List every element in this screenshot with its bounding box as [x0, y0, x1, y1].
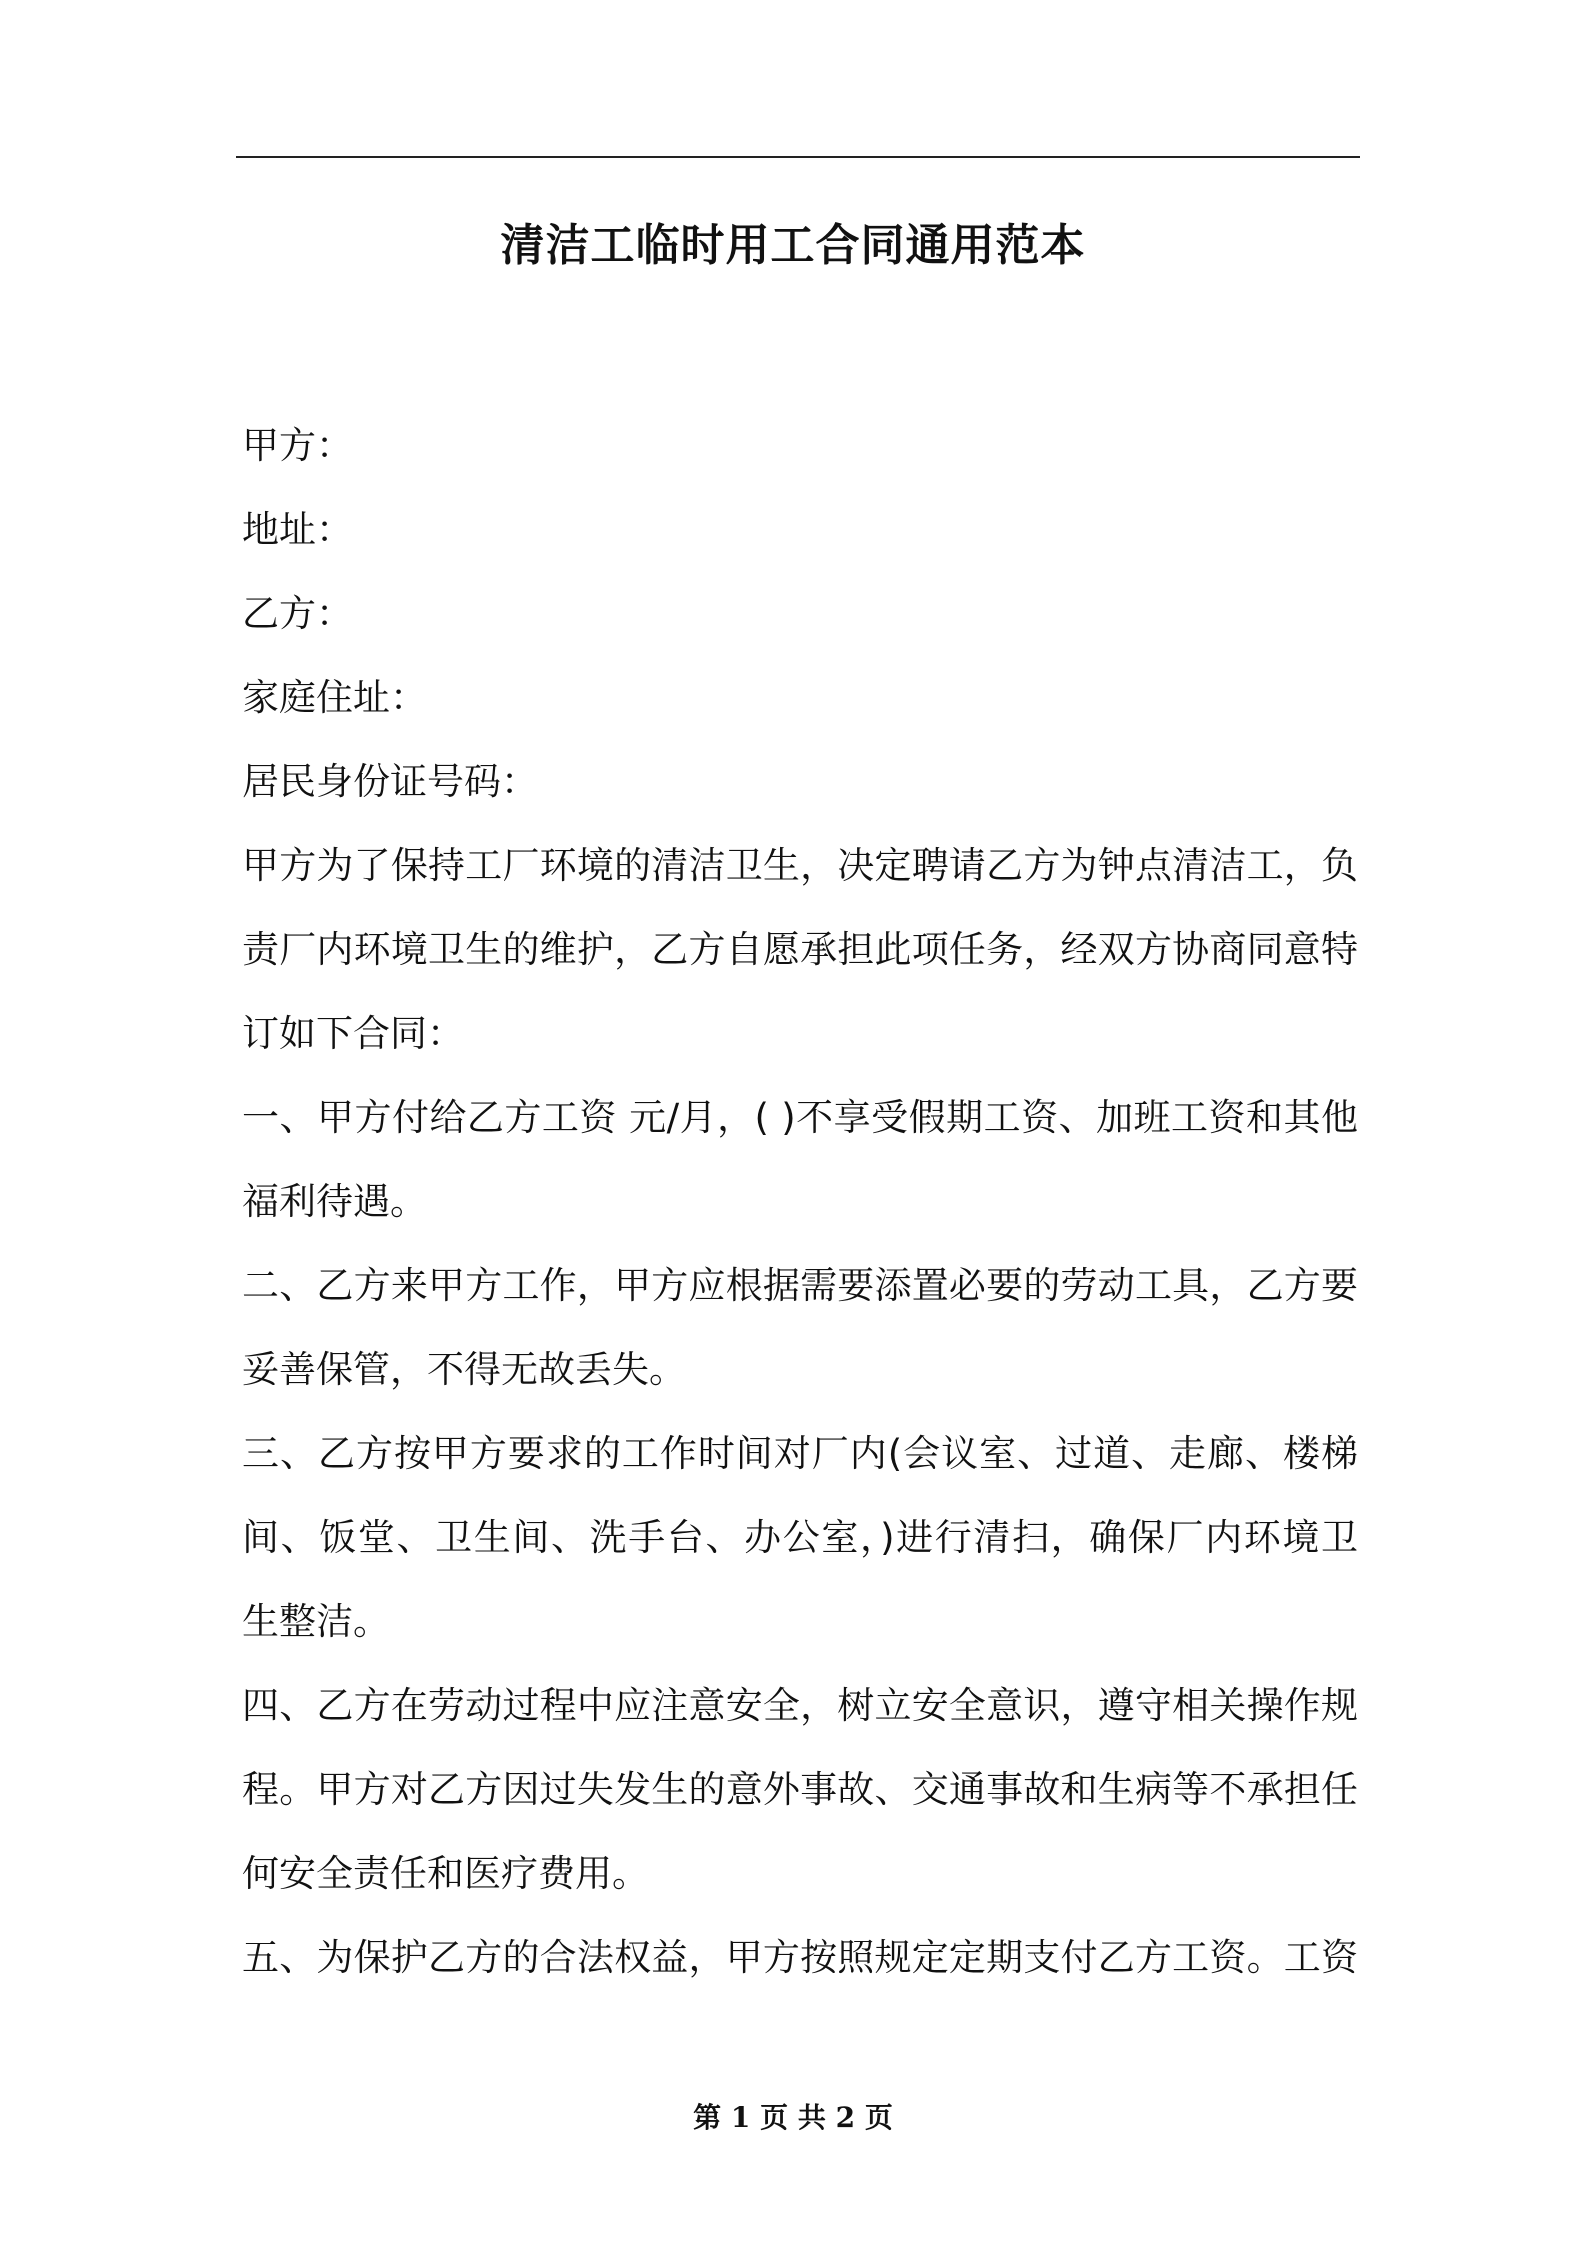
home-address-line: 家庭住址：: [242, 676, 427, 719]
header-rule: [236, 156, 1360, 158]
clause-line: 间、饭堂、卫生间、洗手台、办公室，)进行清扫，确保厂内环境卫: [242, 1516, 1358, 1559]
document-body: [242, 404, 1358, 2000]
clause-line: 二、乙方来甲方工作，甲方应根据需要添置必要的劳动工具，乙方要: [242, 1264, 1358, 1307]
document-title: 清洁工临时用工合同通用范本: [500, 220, 1086, 271]
paragraph-line: 甲方为了保持工厂环境的清洁卫生，决定聘请乙方为钟点清洁工，负: [242, 844, 1358, 887]
clause-line: 五、为保护乙方的合法权益，甲方按照规定定期支付乙方工资。工资: [242, 1936, 1358, 1979]
address-line: 地址：: [242, 508, 353, 551]
party-a-line: 甲方：: [242, 424, 353, 467]
clause-line: 生整洁。: [242, 1600, 390, 1643]
paragraph-line: 订如下合同：: [242, 1012, 464, 1055]
clause-line: 一、甲方付给乙方工资 元/月，( )不享受假期工资、加班工资和其他: [242, 1096, 1358, 1139]
id-number-line: 居民身份证号码：: [242, 760, 538, 803]
clause-line: 程。甲方对乙方因过失发生的意外事故、交通事故和生病等不承担任: [242, 1768, 1358, 1811]
clause-line: 何安全责任和医疗费用。: [242, 1852, 649, 1895]
clause-line: 妥善保管，不得无故丢失。: [242, 1348, 686, 1391]
clause-line: 四、乙方在劳动过程中应注意安全，树立安全意识，遵守相关操作规: [242, 1684, 1358, 1727]
page-number: 第 1 页 共 2 页: [693, 2101, 893, 2134]
party-b-line: 乙方：: [242, 592, 353, 635]
clause-line: 三、乙方按甲方要求的工作时间对厂内(会议室、过道、走廊、楼梯: [242, 1432, 1358, 1475]
clause-line: 福利待遇。: [242, 1180, 427, 1223]
paragraph-line: 责厂内环境卫生的维护，乙方自愿承担此项任务，经双方协商同意特: [242, 928, 1358, 971]
